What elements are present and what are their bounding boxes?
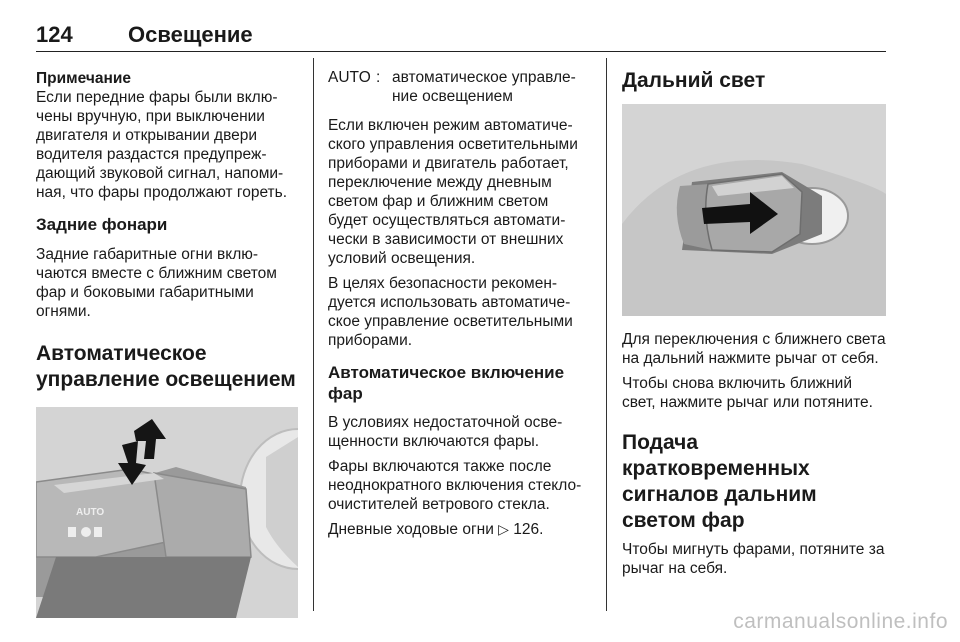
wiper-paragraph: Фары включаются также после неоднократного включения стекло-очистителей ветрового стекла. <box>328 458 582 513</box>
watermark: carmanualsonline.info <box>733 610 948 633</box>
column-left <box>36 58 298 618</box>
light-switch-drawing <box>36 407 298 618</box>
headlamp-symbols-icon <box>68 527 102 537</box>
lever-auto-label: AUTO <box>76 507 105 518</box>
column-right <box>622 58 886 578</box>
drl-reference-paragraph <box>328 520 590 539</box>
light-switch-illustration <box>36 407 298 618</box>
definition-term: AUTO <box>328 69 371 86</box>
auto-lights-paragraph: Если включен режим автоматиче-ского управления осветительными приборами и двигатель работает, переключение между дневным светом фар и ближним светом будет осуществляться автомати-чески в зависимости от внешних условий освещения. <box>328 117 578 267</box>
high-beam-drawing <box>622 104 886 316</box>
definition-text: автоматическое управле-ние освещением <box>392 69 576 105</box>
high-beam-text-2: Чтобы снова включить ближний свет, нажмите рычаг или потяните. <box>622 375 873 411</box>
section-heading-auto-lights: Автоматическое управление освещением <box>36 342 296 391</box>
chapter-title: Освещение <box>128 22 253 47</box>
definition-row <box>328 68 590 106</box>
header-divider <box>36 51 886 52</box>
section-heading-high-beam: Дальний свет <box>622 69 766 92</box>
section-heading-rear-lights: Задние фонари <box>36 215 168 234</box>
page-number: 124 <box>36 22 73 47</box>
column-divider <box>313 58 314 611</box>
high-beam-illustration <box>622 104 886 316</box>
drl-reference-text: Дневные ходовые огни <box>328 521 494 538</box>
column-divider <box>606 58 607 611</box>
page-header <box>36 18 886 52</box>
safety-paragraph: В целях безопасности рекомен-дуется использовать автоматиче-ское управление осветительными приборами. <box>328 275 573 349</box>
note-text: Если передние фары были вклю-чены вручную, при выключении двигателя и открывании двери водителя раздастся предупреж-дающий звуковой сигнал, напоми-ная, что фары продолжают гореть. <box>36 89 288 201</box>
rear-lights-text: Задние габаритные огни вклю-чаются вместе с ближним светом фар и боковыми габаритными огнями. <box>36 246 277 320</box>
high-beam-text-1: Для переключения с ближнего света на дальний нажмите рычаг от себя. <box>622 331 886 367</box>
section-heading-headlight-flash: Подача кратковременных сигналов дальним светом фар <box>622 431 817 532</box>
headlight-flash-text: Чтобы мигнуть фарами, потяните за рычаг на себя. <box>622 541 885 577</box>
drl-reference-page[interactable]: 126. <box>513 521 544 538</box>
low-light-paragraph: В условиях недостаточной осве-щенности включаются фары. <box>328 414 563 450</box>
definition-colon: : <box>376 69 381 86</box>
column-middle <box>328 58 590 539</box>
section-heading-auto-headlights: Автоматическое включение фар <box>328 363 565 403</box>
ref-arrow-icon[interactable]: ▷ <box>498 521 509 537</box>
note-title: Примечание <box>36 70 131 87</box>
